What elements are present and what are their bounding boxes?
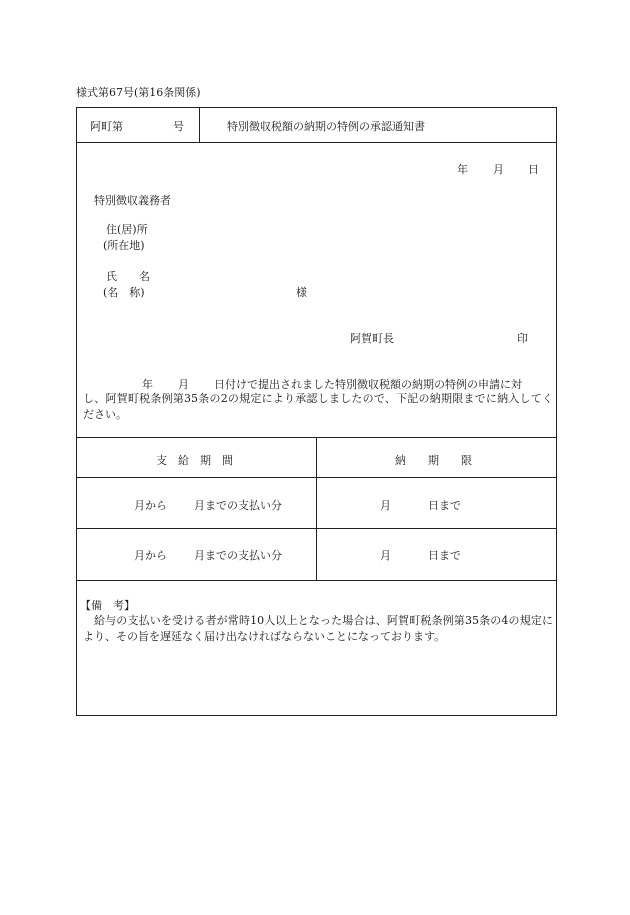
remarks-text: 給与の支払いを受ける者が常時10人以上となった場合は、阿賀町税条例第35条の4の規定により、その旨を遅延なく届け出なければならないことになっております。 [83, 614, 553, 643]
name-label: 氏 名 [106, 270, 150, 283]
table-column-divider [316, 437, 317, 580]
column-header-deadline: 納 期 限 [395, 454, 472, 467]
address-sub-label: (所在地) [103, 239, 145, 252]
row2-deadline-month: 月 [380, 549, 391, 562]
table-bottom-border [76, 580, 557, 581]
form-number-label: 様式第67号(第16条関係) [76, 86, 201, 99]
recipient-category: 特別徴収義務者 [94, 194, 171, 207]
row2-deadline-day: 日まで [428, 549, 461, 562]
row2-period-to: 月までの支払い分 [194, 549, 282, 562]
issuer-title: 阿賀町長 [350, 332, 394, 345]
address-label: 住(居)所 [106, 223, 148, 236]
row1-period-from: 月から [134, 499, 167, 512]
body-paragraph: し、阿賀町税条例第35条の2の規定により承認しましたので、下記の納期限までに納入してください。 [83, 392, 553, 421]
date-month: 月 [493, 163, 504, 176]
body-year: 年 [142, 378, 153, 391]
document-title: 特別徴収税額の納期の特例の承認通知書 [227, 120, 425, 133]
header-divider [76, 142, 557, 143]
header-column-divider [199, 107, 200, 142]
honorific: 様 [296, 286, 307, 299]
row2-period-from: 月から [134, 549, 167, 562]
body-lead-text: 日付けで提出されました特別徴収税額の納期の特例の申請に対 [214, 378, 522, 391]
name-sub-label: (名 称) [103, 286, 145, 299]
seal-mark: 印 [517, 332, 528, 345]
body-month: 月 [178, 378, 189, 391]
remarks-heading: 【備 考】 [80, 599, 135, 612]
row1-deadline-day: 日まで [428, 499, 461, 512]
document-number-prefix: 阿町第 [90, 120, 123, 133]
date-day: 日 [528, 163, 539, 176]
column-header-payment-period: 支 給 期 間 [156, 454, 233, 467]
document-number-suffix: 号 [173, 120, 184, 133]
row1-deadline-month: 月 [380, 499, 391, 512]
date-year: 年 [457, 163, 468, 176]
row1-period-to: 月までの支払い分 [194, 499, 282, 512]
